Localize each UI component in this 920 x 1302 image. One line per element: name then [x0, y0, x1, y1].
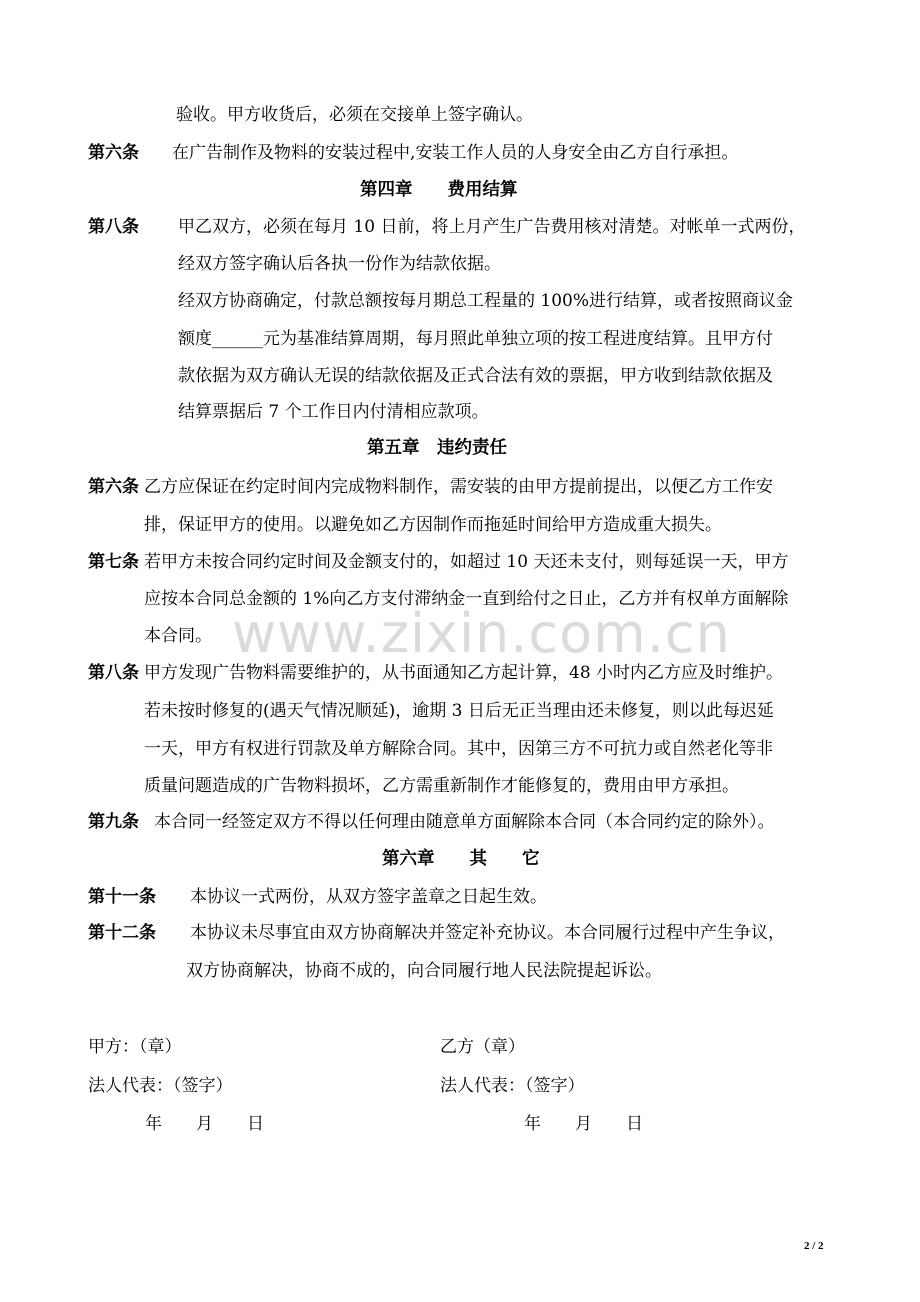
text-line: 排，保证甲方的使用。以避免如乙方因制作而拖延时间给甲方造成重大损失。: [144, 515, 722, 535]
text-line: 款依据为双方确认无误的结款依据及正式合法有效的票据，甲方收到结款依据及: [178, 366, 773, 386]
text-line: 甲方发现广告物料需要维护的，从书面通知乙方起计算，48 小时内乙方应及时维护。: [144, 663, 784, 683]
text-line: 本协议一式两份，从双方签字盖章之日起生效。: [190, 887, 547, 907]
chapter-heading: 第六章 其 它: [382, 849, 540, 869]
text-line: 经双方协商确定，付款总额按每月期总工程量的 100%进行结算，或者按照商议金: [178, 291, 794, 311]
chapter-heading: 第五章 违约责任: [367, 438, 507, 458]
party-a-seal: 甲方：（章）: [88, 1037, 182, 1057]
text-line: 一天，甲方有权进行罚款及单方解除合同。其中，因第三方不可抗力或自然老化等非: [144, 739, 773, 759]
article-label: 第九条: [88, 812, 139, 832]
text-line: 本协议未尽事宜由双方协商解决并签定补充协议。本合同履行过程中产生争议，: [190, 923, 785, 943]
article-label: 第六条: [88, 477, 139, 497]
article-label: 第十二条: [88, 923, 156, 943]
article-label: 第八条: [88, 217, 139, 237]
text-line: 乙方应保证在约定时间内完成物料制作，需安装的由甲方提前提出，以便乙方工作安: [144, 477, 773, 497]
article-label: 第八条: [88, 663, 139, 683]
text-line: 结算票据后 7 个工作日内付清相应款项。: [178, 402, 489, 422]
article-label: 第十一条: [88, 887, 156, 907]
page-number: 2 / 2: [804, 1240, 824, 1252]
party-a-representative: 法人代表：（签字）: [88, 1076, 233, 1096]
text-line: 经双方签字确认后各执一份作为结款依据。: [178, 254, 501, 274]
party-a-date: 年 月 日: [145, 1114, 264, 1134]
article-label: 第七条: [88, 552, 139, 572]
party-b-representative: 法人代表：（签字）: [440, 1076, 585, 1096]
text-line: 甲乙双方，必须在每月 10 日前，将上月产生广告费用核对清楚。对帐单一式两份，: [178, 217, 806, 237]
text-line: 若未按时修复的(遇天气情况顺延)，逾期 3 日后无正当理由还未修复，则以此每迟延: [144, 701, 774, 721]
text-line: 在广告制作及物料的安装过程中,安装工作人员的人身安全由乙方自行承担。: [172, 143, 739, 163]
text-line: 应按本合同总金额的 1%向乙方支付滞纳金一直到给付之日止，乙方并有权单方面解除: [144, 589, 789, 609]
article-label: 第六条: [88, 143, 139, 163]
chapter-heading: 第四章 费用结算: [360, 180, 518, 200]
watermark: www.zixin.com.cn: [232, 602, 731, 665]
text-line: 本合同一经签定双方不得以任何理由随意单方面解除本合同（本合同约定的除外）。: [154, 812, 775, 832]
text-line: 本合同。: [144, 626, 212, 646]
text-line: 验收。甲方收货后，必须在交接单上签字确认。: [176, 105, 533, 125]
party-b-seal: 乙方（章）: [440, 1037, 525, 1057]
text-line: 额度______元为基准结算周期，每月照此单独立项的按工程进度结算。且甲方付: [178, 329, 773, 349]
text-line: 双方协商解决，协商不成的，向合同履行地人民法院提起诉讼。: [186, 961, 662, 981]
text-line: 若甲方未按合同约定时间及金额支付的，如超过 10 天还未支付，则每延误一天，甲方: [144, 552, 789, 572]
party-b-date: 年 月 日: [524, 1114, 643, 1134]
text-line: 质量问题造成的广告物料损坏，乙方需重新制作才能修复的，费用由甲方承担。: [144, 776, 739, 796]
